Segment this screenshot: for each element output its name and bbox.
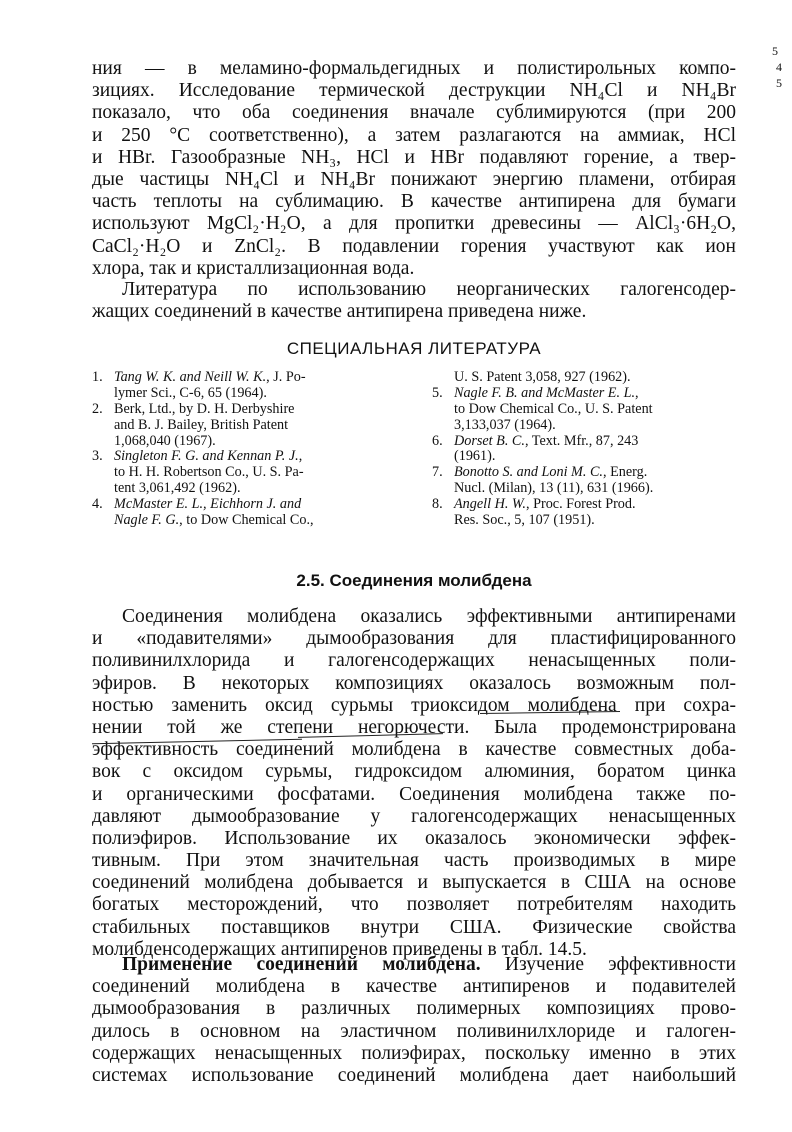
reference-line: Singleton F. G. and Kennan P. J.,	[114, 448, 303, 465]
paragraph-line: эффективность соединений молибдена в качестве совместных доба-	[92, 739, 736, 761]
paragraph-line: системах использование соединений молибдена дает наибольший	[92, 1064, 736, 1086]
reference-line: 3,133,037 (1964).	[454, 416, 556, 433]
references-right-column	[432, 370, 742, 529]
paragraph-line: и 250 °C соответственно), а затем разлагаются на аммиак, HCl	[92, 124, 736, 146]
margin-mark-3: 5	[776, 76, 782, 90]
paragraph-line: Соединения молибдена оказались эффективными антипиренами	[122, 606, 736, 627]
section-heading: 2.5. Соединения молибдена	[296, 571, 532, 590]
paragraph-line: Литература по использованию неорганических галогенсодер-	[122, 279, 736, 300]
paragraph-line: содержащих ненасыщенных полиэфирах, поскольку именно в этих	[92, 1042, 736, 1064]
reference-line: U. S. Patent 3,058, 927 (1962).	[454, 369, 631, 385]
paragraph-line: Применение соединений молибдена. Изучение эффективности	[122, 954, 736, 975]
paragraph-line: CaCl₂·H₂O и ZnCl₂. В подавлении горения участвуют как ион	[92, 235, 736, 257]
margin-mark-2: 4	[776, 60, 782, 74]
reference-line: tent 3,061,492 (1962).	[114, 480, 241, 497]
paragraph-line: используют MgCl₂·H₂O, а для пропитки древесины — AlCl₃·6H₂O,	[92, 213, 736, 235]
paragraph-line: жащих соединений в качестве антипирена приведена ниже.	[92, 301, 587, 323]
reference-line: Dorset B. C., Text. Mfr., 87, 243	[454, 432, 639, 449]
reference-item	[432, 386, 742, 434]
reference-line: (1961).	[454, 448, 496, 465]
reference-item	[432, 370, 742, 386]
paragraph-line: зициях. Исследование термической деструкции NH₄Cl и NH₄Br	[92, 80, 736, 102]
molybdenum-paragraph	[92, 606, 736, 961]
paragraph-line: молибденсодержащих антипиренов приведены в табл. 14.5.	[92, 938, 587, 960]
paragraph-line: и органическими фосфатами. Соединения молибдена также по-	[92, 783, 736, 805]
reference-line: Nagle F. G., to Dow Chemical Co.,	[114, 512, 314, 529]
reference-number: 3.	[92, 448, 103, 465]
paragraph-line: соединений молибдена добывается и выпускается в США на основе	[92, 872, 736, 894]
reference-line: McMaster E. L., Eichhorn J. and	[114, 496, 302, 513]
paragraph-line: нении той же степени негорючести. Была продемонстрирована	[92, 716, 736, 738]
reference-line: 1,068,040 (1967).	[114, 432, 216, 449]
special-literature-heading: СПЕЦИАЛЬНАЯ ЛИТЕРАТУРА	[286, 339, 542, 358]
paragraph-line: и HBr. Газообразные NH₃, HCl и HBr подавляют горение, а твер-	[92, 146, 736, 168]
paragraph-line: дые частицы NH₄Cl и NH₄Br понижают энергию пламени, отбирая	[92, 168, 736, 190]
reference-number: 4.	[92, 496, 103, 513]
reference-line: Bonotto S. and Loni M. C., Energ.	[454, 464, 648, 481]
reference-line: and B. J. Bailey, British Patent	[114, 416, 289, 433]
paragraph-line: хлора, так и кристаллизационная вода.	[92, 257, 415, 279]
reference-item	[92, 402, 410, 450]
reference-line: Angell H. W., Proc. Forest Prod.	[454, 496, 636, 513]
paragraph-line: эфиров. В некоторых композициях оказалось возможным пол-	[92, 672, 736, 694]
paragraph-line: ния — в меламино-формальдегидных и полистирольных компо-	[92, 58, 736, 79]
paragraph-line: показало, что оба соединения вначале сублимируются (при 200	[92, 102, 736, 124]
reference-line: Nagle F. B. and McMaster E. L.,	[454, 384, 639, 401]
application-paragraph	[92, 954, 736, 1087]
reference-number: 1.	[92, 369, 103, 385]
paragraph-line: дымообразования в различных полимерных композициях прово-	[92, 998, 736, 1020]
reference-line: Res. Soc., 5, 107 (1951).	[454, 512, 595, 529]
reference-item	[432, 465, 742, 497]
paragraph-line: соединений молибдена в качестве антипиренов и подавителей	[92, 976, 736, 998]
reference-line: lymer Sci., C-6, 65 (1964).	[114, 384, 267, 401]
paragraph-line: давляют дымообразование у галогенсодержащих ненасыщенных	[92, 805, 736, 827]
reference-line: Nucl. (Milan), 13 (11), 631 (1966).	[454, 480, 654, 497]
reference-line: to Dow Chemical Co., U. S. Patent	[454, 400, 653, 417]
reference-item	[432, 434, 742, 466]
reference-number: 7.	[432, 464, 443, 481]
paragraph-line: и «подавителями» дымообразования для пластифицированного	[92, 628, 736, 650]
paragraph-line: богатых месторождений, что позволяет потребителям находить	[92, 894, 736, 916]
references-left-column	[92, 370, 410, 529]
paragraph-line: дилось в основном на эластичном поливинилхлориде и галоген-	[92, 1020, 736, 1042]
paragraph-line: вок с оксидом сурьмы, гидроксидом алюминия, боратом цинка	[92, 761, 736, 783]
paragraph-line: поливинилхлорида и галогенсодержащих ненасыщенных поли-	[92, 650, 736, 672]
reference-line: Tang W. K. and Neill W. K., J. Po-	[114, 369, 306, 385]
margin-mark-1: 5	[772, 44, 778, 58]
paragraph-line: ностью заменить оксид сурьмы триоксидом молибдена при сохра-	[92, 694, 736, 716]
reference-line: Berk, Ltd., by D. H. Derbyshire	[114, 400, 295, 417]
reference-number: 6.	[432, 432, 443, 449]
reference-number: 8.	[432, 496, 443, 513]
paragraph-line: стабильных поставщиков внутри США. Физические свойства	[92, 916, 736, 938]
reference-item	[92, 497, 410, 529]
run-in-heading: Применение соединений молибдена.	[122, 954, 481, 975]
reference-item	[432, 497, 742, 529]
paragraph-line: часть теплоты на сублимацию. В качестве антипирена для бумаги	[92, 191, 736, 213]
reference-item	[92, 370, 410, 402]
paragraph-line: полиэфиров. Использование их оказалось экономически эффек-	[92, 827, 736, 849]
reference-number: 2.	[92, 400, 103, 417]
paragraph-line: тивным. При этом значительная часть производимых в мире	[92, 850, 736, 872]
reference-number: 5.	[432, 384, 443, 401]
literature-paragraph	[92, 279, 736, 323]
top-paragraph	[92, 58, 736, 280]
reference-item	[92, 449, 410, 497]
reference-line: to H. H. Robertson Co., U. S. Pa-	[114, 464, 304, 481]
